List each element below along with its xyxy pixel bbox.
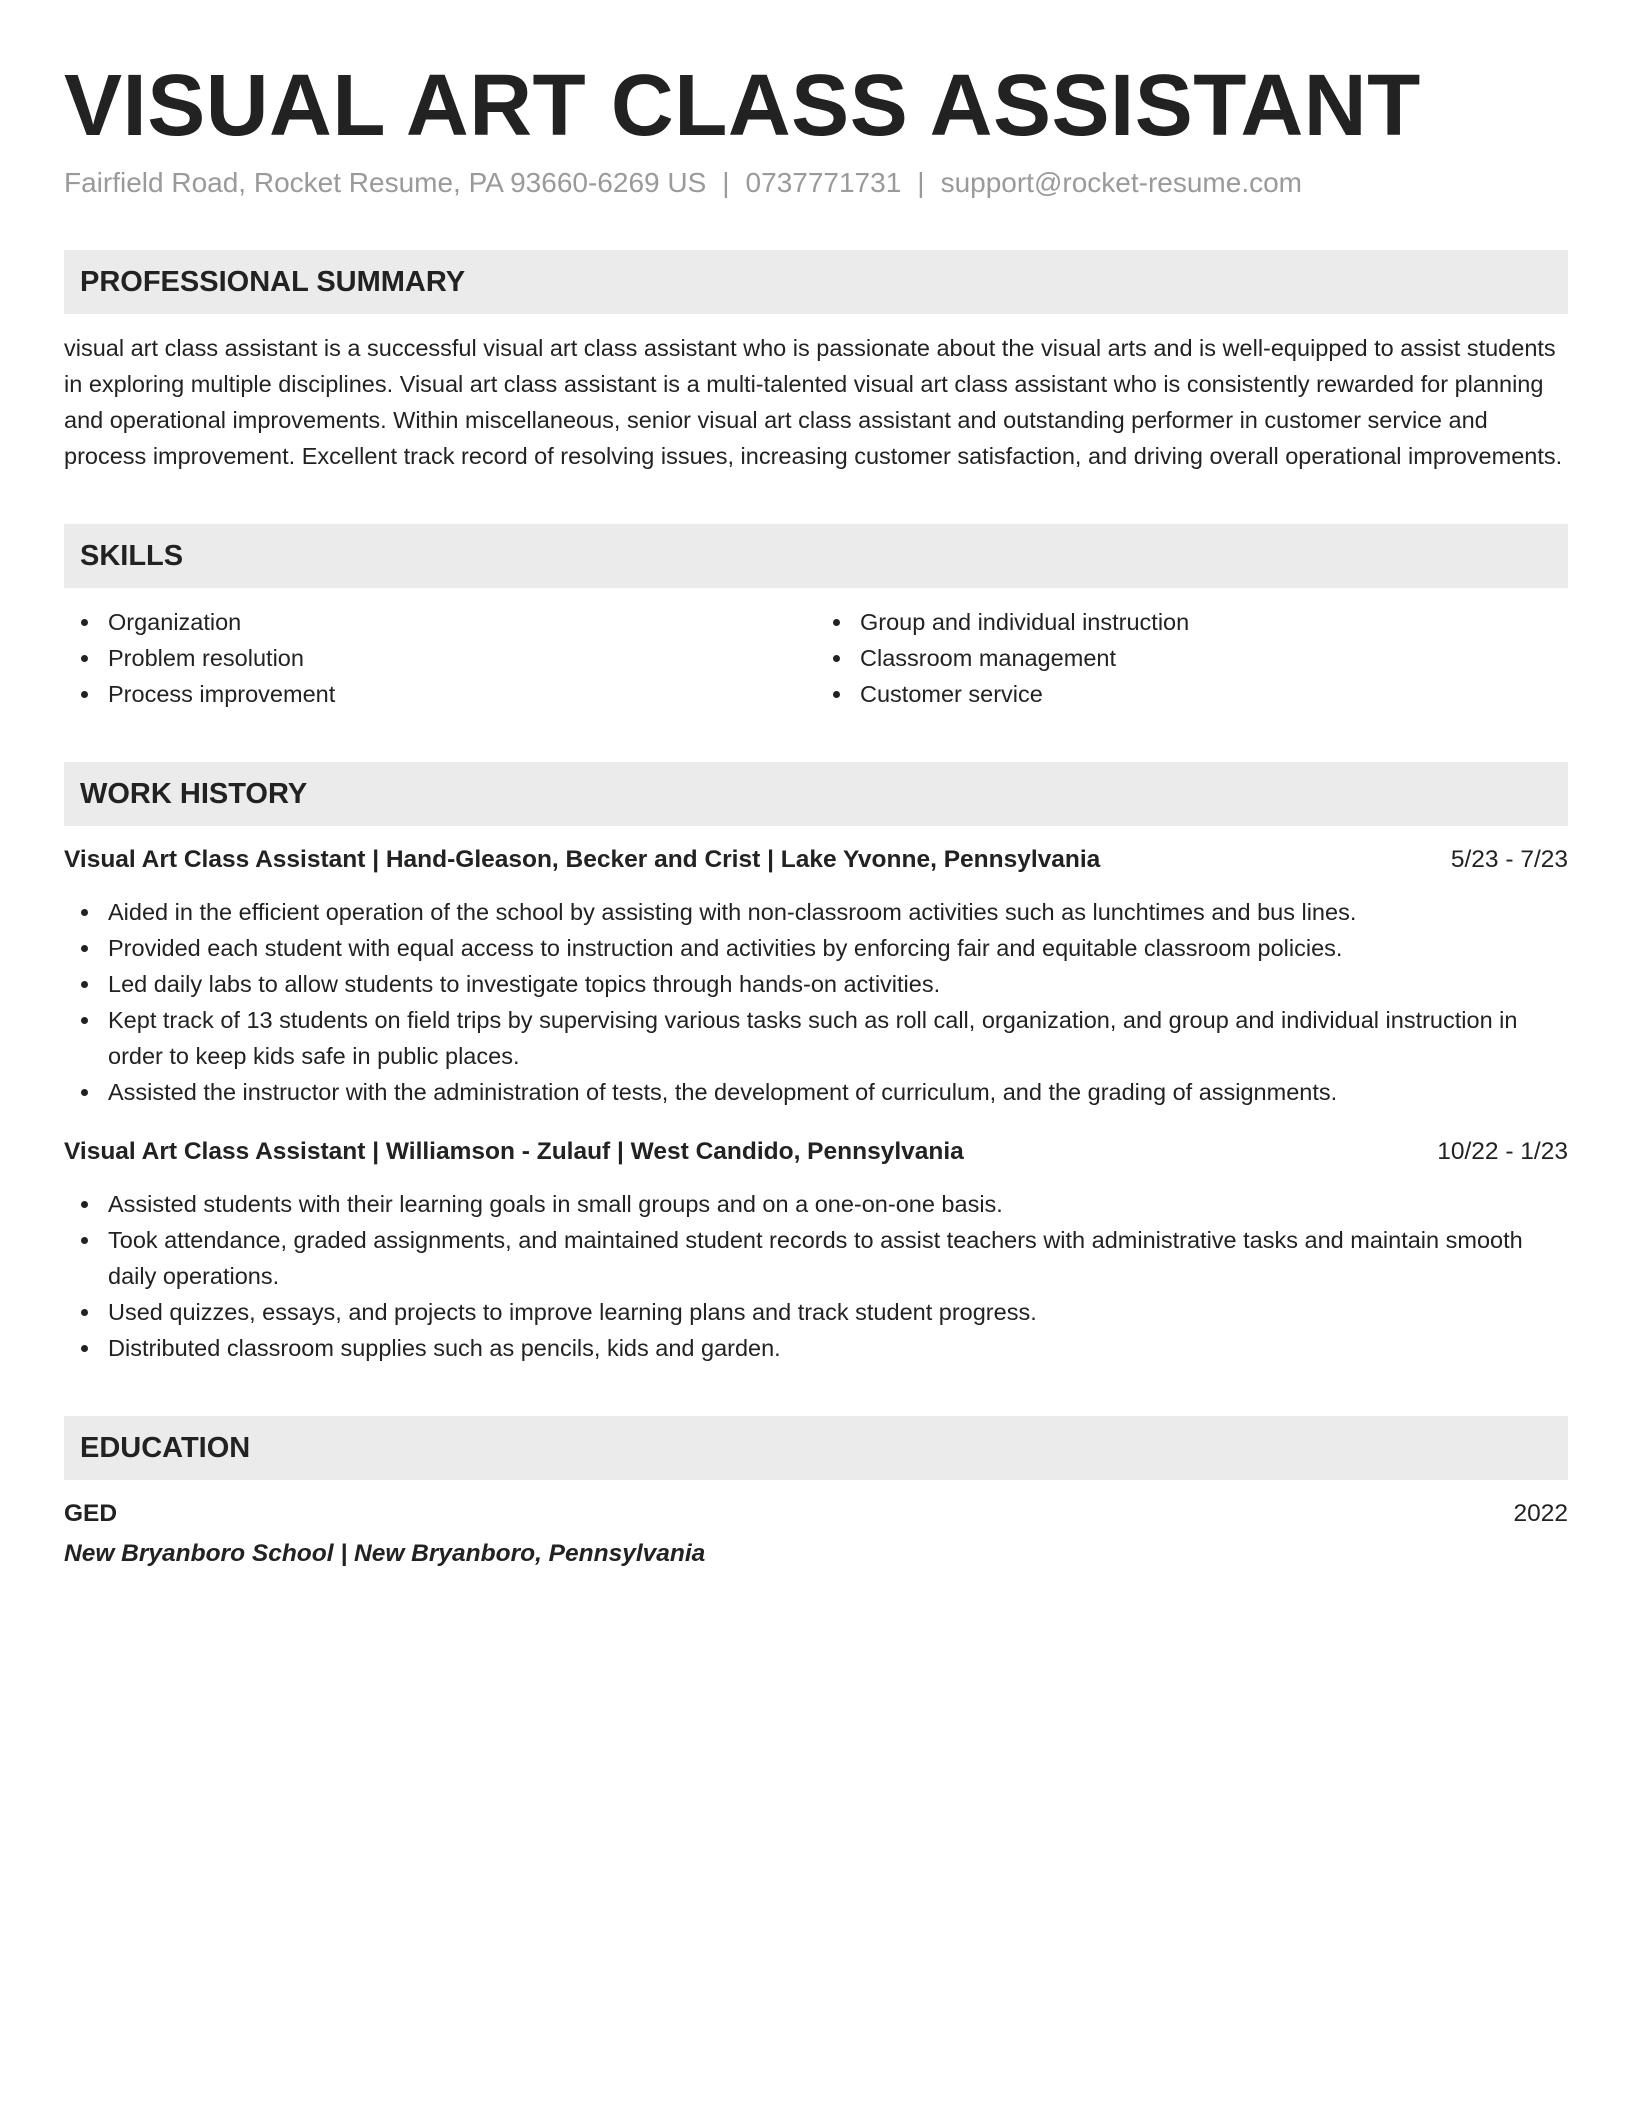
education-school: New Bryanboro School | New Bryanboro, Pennsylvania xyxy=(64,1540,706,1567)
contact-separator: | xyxy=(722,167,730,198)
job-bullet: Used quizzes, essays, and projects to improve learning plans and track student progress. xyxy=(64,1294,1568,1330)
work-history-heading: WORK HISTORY xyxy=(64,762,1568,826)
job-bullets xyxy=(64,894,1568,1110)
skill-item: Classroom management xyxy=(816,640,1568,676)
job-bullet: Provided each student with equal access to instruction and activities by enforcing fair and equitable classroom policies. xyxy=(64,930,1568,966)
job-dates: 10/22 - 1/23 xyxy=(1437,1138,1568,1165)
job-bullet: Assisted students with their learning goals in small groups and on a one-on-one basis. xyxy=(64,1186,1568,1222)
skill-item: Process improvement xyxy=(64,676,816,712)
contact-separator: | xyxy=(917,167,925,198)
job-bullet: Distributed classroom supplies such as pencils, kids and garden. xyxy=(64,1330,1568,1366)
job-entry xyxy=(64,1134,1568,1366)
education-entry xyxy=(64,1496,1568,1572)
contact-line xyxy=(64,166,1568,200)
skills-heading: SKILLS xyxy=(64,524,1568,588)
skills-list xyxy=(64,604,1568,712)
education-heading: EDUCATION xyxy=(64,1416,1568,1480)
skill-item: Organization xyxy=(64,604,816,640)
job-bullet: Took attendance, graded assignments, and maintained student records to assist teachers with administrative tasks and maintain smooth daily operations. xyxy=(64,1222,1568,1294)
job-dates: 5/23 - 7/23 xyxy=(1450,846,1568,873)
education-header xyxy=(64,1496,1568,1532)
summary-text: visual art class assistant is a successful visual art class assistant who is passionate about the visual arts and is well-equipped to assist students in exploring multiple disciplines. Visual art class assistant is a multi-talented visual art class assistant who is consistently rewarded for planning and operational improvements. Within miscellaneous, senior visual art class assistant and outstanding performer in customer service and process improvement. Excellent track record of resolving issues, increasing customer satisfaction, and driving overall operational improvements. xyxy=(64,335,1563,469)
job-bullet: Kept track of 13 students on field trips by supervising various tasks such as roll call, organization, and group and individual instruction in order to keep kids safe in public places. xyxy=(64,1002,1568,1074)
education-year: 2022 xyxy=(1513,1500,1568,1527)
job-bullet: Led daily labs to allow students to investigate topics through hands-on activities. xyxy=(64,966,1568,1002)
job-title: Visual Art Class Assistant | Hand-Gleason, Becker and Crist | Lake Yvonne, Pennsylvania xyxy=(64,846,1101,873)
contact-phone: 0737771731 xyxy=(745,167,902,198)
education-degree: GED xyxy=(64,1500,118,1527)
job-title: Visual Art Class Assistant | Williamson - Zulauf | West Candido, Pennsylvania xyxy=(64,1138,964,1165)
job-bullet: Assisted the instructor with the administration of tests, the development of curriculum, and the grading of assignments. xyxy=(64,1074,1568,1110)
candidate-name: VISUAL ART CLASS ASSISTANT xyxy=(64,57,1421,154)
contact-address: Fairfield Road, Rocket Resume, PA 93660-6269 US xyxy=(64,167,707,198)
job-bullets xyxy=(64,1186,1568,1366)
skills-column-right xyxy=(816,604,1568,712)
skills-column-left xyxy=(64,604,816,712)
contact-email: support@rocket-resume.com xyxy=(940,167,1302,198)
job-header xyxy=(64,842,1568,878)
skill-item: Customer service xyxy=(816,676,1568,712)
skill-item: Problem resolution xyxy=(64,640,816,676)
skill-item: Group and individual instruction xyxy=(816,604,1568,640)
job-bullet: Aided in the efficient operation of the school by assisting with non-classroom activities such as lunchtimes and bus lines. xyxy=(64,894,1568,930)
job-entry xyxy=(64,842,1568,1110)
job-header xyxy=(64,1134,1568,1170)
summary-heading: PROFESSIONAL SUMMARY xyxy=(64,250,1568,314)
